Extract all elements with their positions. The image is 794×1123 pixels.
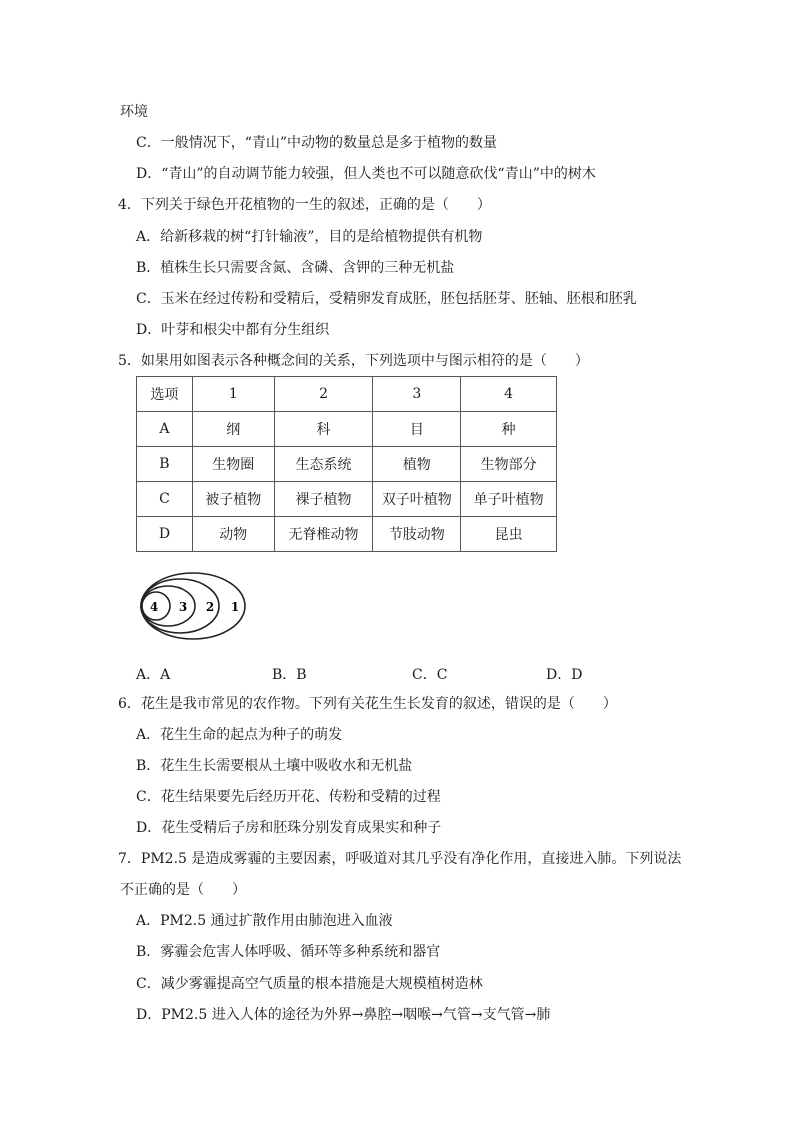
option-7c: C．减少雾霾提高空气质量的根本措施是大规模植树造林 <box>136 976 483 992</box>
table-cell: 被子植物 <box>192 482 274 517</box>
table-cell: 节肢动物 <box>373 517 461 552</box>
option-4c: C．玉米在经过传粉和受精后，受精卵发育成胚，胚包括胚芽、胚轴、胚根和胚乳 <box>136 291 637 307</box>
option-5b: B．B <box>272 667 307 683</box>
option-7d: D．PM2.5 进入人体的途径为外界→鼻腔→咽喉→气管→支气管→肺 <box>136 1007 551 1023</box>
question-5: 5．如果用如图表示各种概念间的关系，下列选项中与图示相符的是（ ） <box>118 353 589 369</box>
table-cell: 目 <box>373 412 461 447</box>
table-cell: 科 <box>274 412 373 447</box>
table-cell: D <box>137 517 193 552</box>
option-6b: B．花生生长需要根从土壤中吸收水和无机盐 <box>136 758 413 774</box>
option-5a: A．A <box>136 667 171 683</box>
option-5c: C．C <box>412 667 448 683</box>
nested-ellipse-diagram <box>140 570 252 644</box>
ellipse-label-3: 3 <box>178 600 188 614</box>
option-4d: D．叶芽和根尖中都有分生组织 <box>136 322 330 338</box>
concept-table <box>136 376 557 552</box>
text-line-environment: 环境 <box>120 104 148 120</box>
table-cell: 双子叶植物 <box>373 482 461 517</box>
question-4: 4．下列关于绿色开花植物的一生的叙述，正确的是（ ） <box>118 197 491 213</box>
table-cell: 昆虫 <box>461 517 557 552</box>
option-3c: C．一般情况下，“青山”中动物的数量总是多于植物的数量 <box>136 135 498 151</box>
question-6: 6．花生是我市常见的农作物。下列有关花生生长发育的叙述，错误的是（ ） <box>118 696 617 712</box>
table-header-cell: 3 <box>373 377 461 412</box>
table-cell: 裸子植物 <box>274 482 373 517</box>
table-cell: A <box>137 412 193 447</box>
option-6d: D．花生受精后子房和胚珠分别发育成果实和种子 <box>136 820 442 836</box>
table-row <box>137 482 557 517</box>
option-7b: B．雾霾会危害人体呼吸、循环等多种系统和器官 <box>136 944 441 960</box>
table-cell: 植物 <box>373 447 461 482</box>
table-row <box>137 447 557 482</box>
table-cell: 动物 <box>192 517 274 552</box>
table-header-cell: 4 <box>461 377 557 412</box>
table-row <box>137 412 557 447</box>
question-5-answers <box>136 664 606 684</box>
table-cell: 生物部分 <box>461 447 557 482</box>
table-header-cell: 1 <box>192 377 274 412</box>
option-7a: A．PM2.5 通过扩散作用由肺泡进入血液 <box>136 913 393 929</box>
table-row <box>137 517 557 552</box>
option-5d: D．D <box>546 667 583 683</box>
table-cell: C <box>137 482 193 517</box>
option-6c: C．花生结果要先后经历开花、传粉和受精的过程 <box>136 789 441 805</box>
table-header-cell: 2 <box>274 377 373 412</box>
ellipse-label-4: 4 <box>149 600 159 614</box>
option-6a: A．花生生命的起点为种子的萌发 <box>136 727 343 743</box>
table-cell: 生态系统 <box>274 447 373 482</box>
table-cell: 生物圈 <box>192 447 274 482</box>
table-header-row <box>137 377 557 412</box>
table-cell: 纲 <box>192 412 274 447</box>
option-3d: D．“青山”的自动调节能力较强，但人类也不可以随意砍伐“青山”中的树木 <box>136 166 596 182</box>
table-cell: 种 <box>461 412 557 447</box>
option-4b: B．植株生长只需要含氮、含磷、含钾的三种无机盐 <box>136 260 455 276</box>
question-7: 7．PM2.5 是造成雾霾的主要因素，呼吸道对其几乎没有净化作用，直接进入肺。下列说法 <box>118 851 682 867</box>
table-cell: B <box>137 447 193 482</box>
question-7-continued: 不正确的是（ ） <box>120 882 246 898</box>
table-cell: 无脊椎动物 <box>274 517 373 552</box>
option-4a: A．给新移栽的树“打针输液”，目的是给植物提供有机物 <box>136 229 483 245</box>
table-header-cell: 选项 <box>137 377 193 412</box>
ellipse-label-1: 1 <box>230 600 240 614</box>
ellipse-label-2: 2 <box>205 600 215 614</box>
table-cell: 单子叶植物 <box>461 482 557 517</box>
